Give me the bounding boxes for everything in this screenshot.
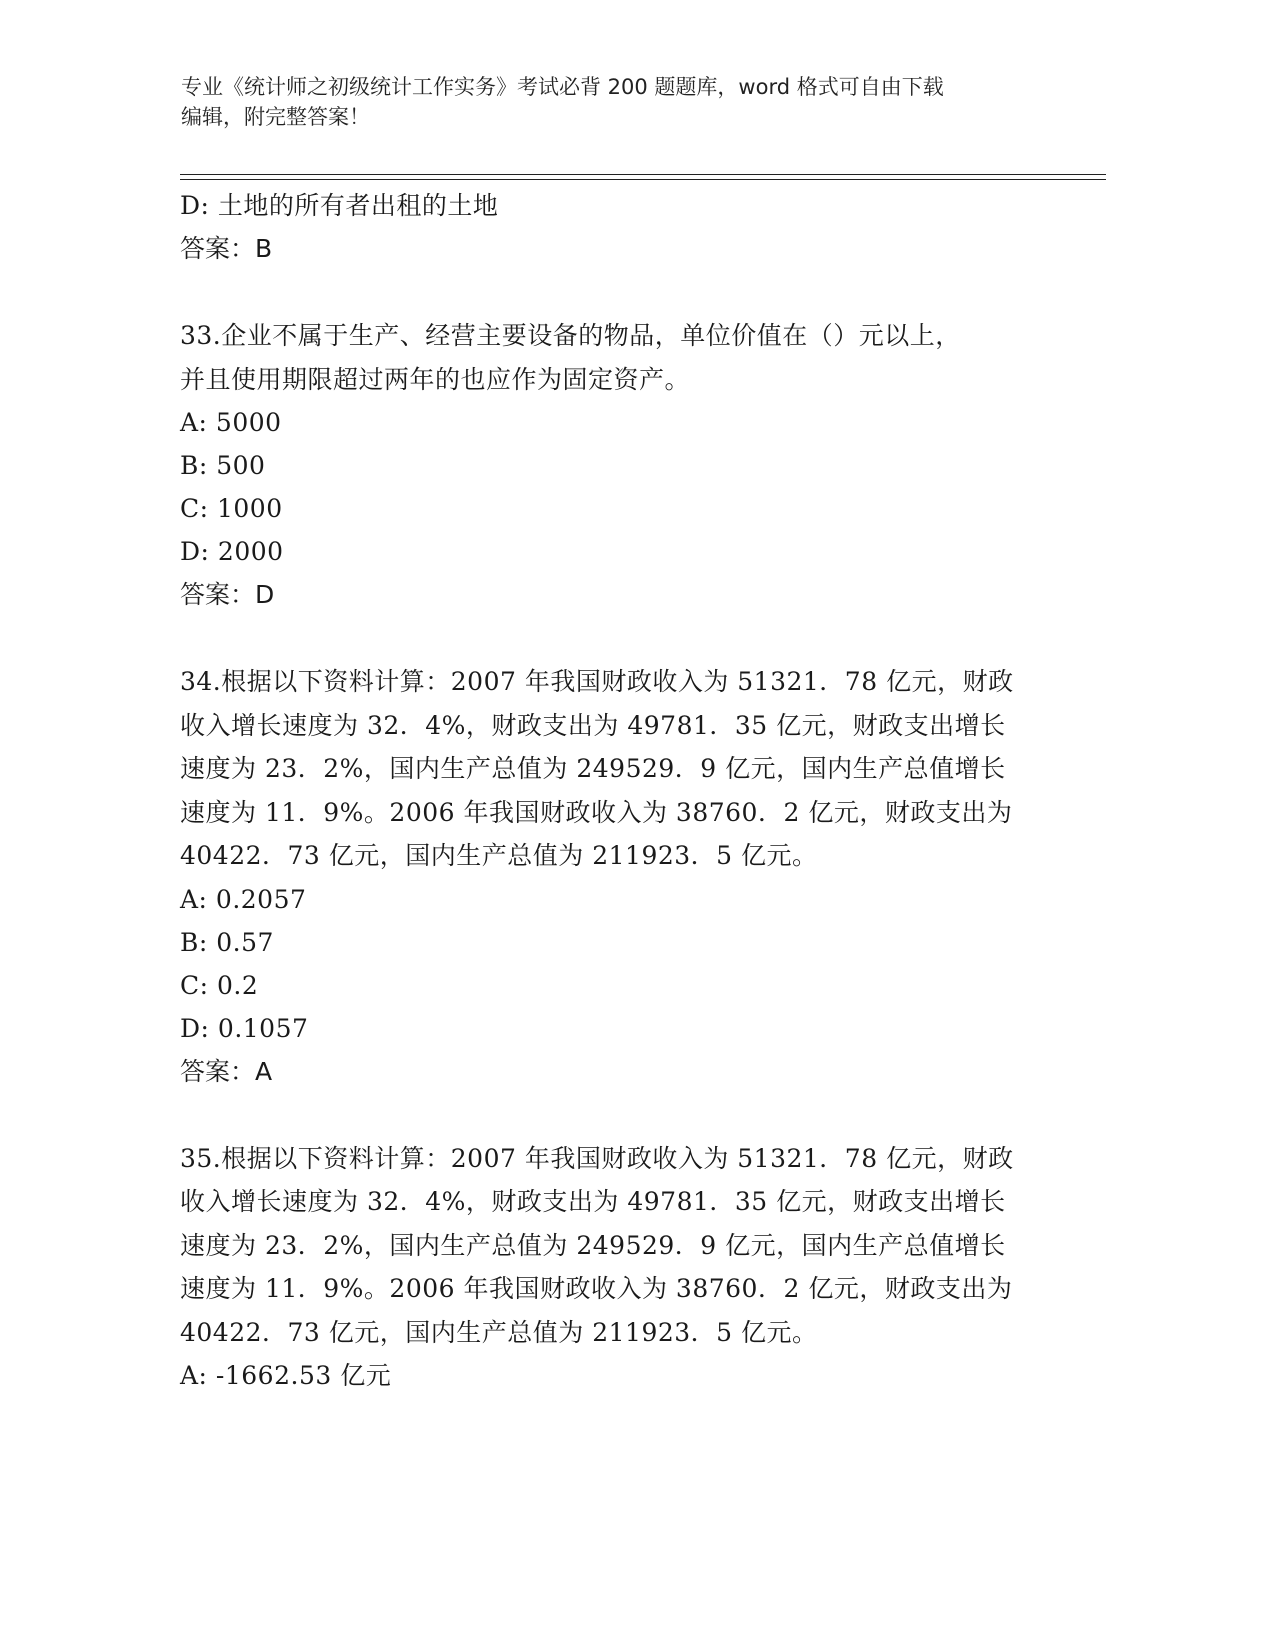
- spacer: [180, 1093, 1060, 1137]
- question-32-tail: [180, 184, 1060, 270]
- question-line: 速度为 23．2%，国内生产总值为 249529．9 亿元，国内生产总值增长: [180, 754, 1006, 783]
- question-line: 收入增长速度为 32．4%，财政支出为 49781．35 亿元，财政支出增长: [180, 710, 1006, 740]
- option-c: C: 0.2: [180, 970, 259, 1000]
- question-line: 34.根据以下资料计算：2007 年我国财政收入为 51321．78 亿元，财政: [180, 667, 1014, 696]
- question-line: 并且使用期限超过两年的也应作为固定资产。: [180, 364, 691, 394]
- question-line: 40422．73 亿元，国内生产总值为 211923．5 亿元。: [180, 841, 818, 870]
- question-33: [180, 314, 1060, 616]
- header-line-1: 专业《统计师之初级统计工作实务》考试必背 200 题题库，word 格式可自由下载: [181, 75, 944, 99]
- document-body: [180, 184, 1060, 1397]
- option-d: D: 2000: [180, 537, 284, 566]
- answer: 答案：D: [180, 580, 275, 609]
- document-header: [181, 72, 1061, 132]
- answer: 答案：B: [180, 234, 273, 263]
- option-a: A: -1662.53 亿元: [180, 1361, 392, 1390]
- question-line: 速度为 11．9%。2006 年我国财政收入为 38760．2 亿元，财政支出为: [180, 797, 1013, 827]
- question-text: [180, 660, 1040, 878]
- question-line: 40422．73 亿元，国内生产总值为 211923．5 亿元。: [180, 1317, 818, 1347]
- option-b: B: 500: [180, 451, 266, 480]
- option-b: B: 0.57: [180, 927, 274, 957]
- question-text: [180, 314, 1040, 401]
- question-35: [180, 1137, 1060, 1398]
- question-line: 速度为 23．2%，国内生产总值为 249529．9 亿元，国内生产总值增长: [180, 1230, 1006, 1260]
- question-text: [180, 1137, 1040, 1355]
- question-line: 收入增长速度为 32．4%，财政支出为 49781．35 亿元，财政支出增长: [180, 1187, 1006, 1216]
- question-line: 35.根据以下资料计算：2007 年我国财政收入为 51321．78 亿元，财政: [180, 1143, 1014, 1173]
- option-a: A: 0.2057: [180, 884, 307, 914]
- option-d: D: 土地的所有者出租的土地: [180, 191, 499, 220]
- spacer: [180, 270, 1060, 314]
- option-c: C: 1000: [180, 494, 283, 523]
- header-rule-bottom: [180, 179, 1106, 180]
- answer: 答案：A: [180, 1056, 273, 1086]
- header-rule-top: [180, 174, 1106, 175]
- question-line: 速度为 11．9%。2006 年我国财政收入为 38760．2 亿元，财政支出为: [180, 1274, 1013, 1303]
- header-line-2: 编辑，附完整答案！: [181, 105, 370, 129]
- option-d: D: 0.1057: [180, 1013, 309, 1043]
- question-34: [180, 660, 1060, 1093]
- spacer: [180, 616, 1060, 660]
- question-line: 33.企业不属于生产、经营主要设备的物品，单位价值在（）元以上，: [180, 321, 961, 350]
- option-a: A: 5000: [180, 408, 282, 437]
